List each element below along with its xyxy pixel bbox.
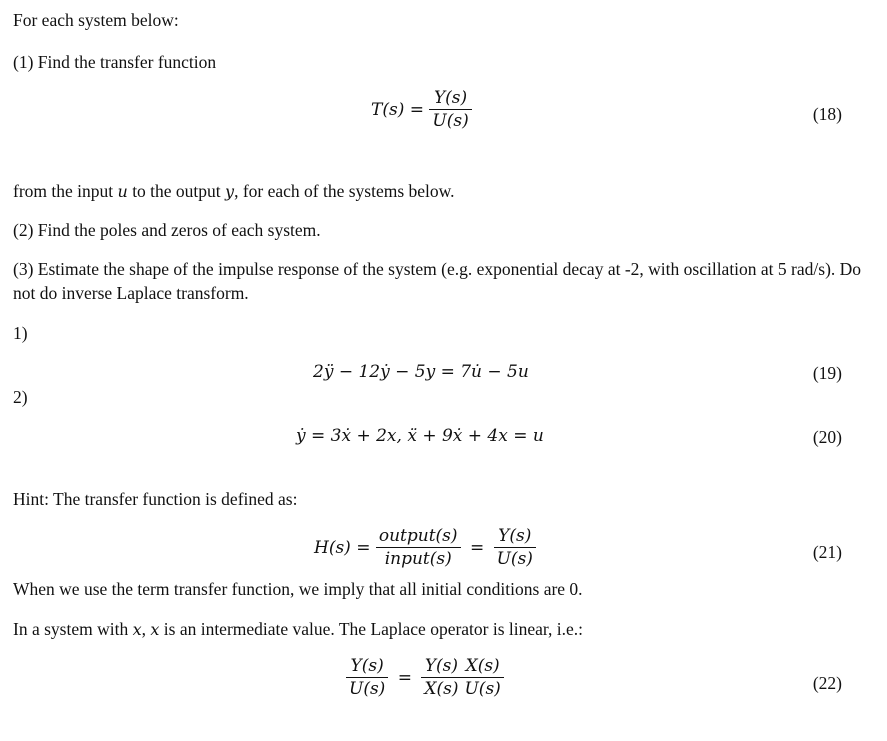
eq21-numerator-1: output(s) bbox=[376, 526, 461, 548]
intermediate-value-text bbox=[13, 618, 583, 641]
equation-21 bbox=[314, 526, 536, 569]
eq22-fraction-2 bbox=[421, 656, 461, 699]
eq21-fraction-1 bbox=[376, 526, 461, 569]
var-x-1: x bbox=[132, 620, 142, 639]
equation-18 bbox=[371, 88, 472, 131]
eq18-numerator: Y(s) bbox=[429, 88, 471, 110]
var-x-2: x bbox=[150, 620, 160, 639]
equation-number-18: (18) bbox=[812, 104, 842, 124]
eq22-numerator-1: Y(s) bbox=[346, 656, 388, 678]
eq22-denominator-1: U(s) bbox=[349, 679, 386, 699]
equation-number-22: (22) bbox=[812, 673, 842, 693]
from-suffix: , for each of the systems below. bbox=[234, 181, 455, 201]
from-mid: to the output bbox=[127, 181, 226, 201]
step-3-text: (3) Estimate the shape of the impulse response of the system (e.g. exponential decay at -2, with oscillation at 5 rad/s). Do not do inverse Laplace transform. bbox=[13, 259, 862, 303]
hint-text: Hint: The transfer function is defined as: bbox=[13, 489, 298, 509]
eq21-denominator-1: input(s) bbox=[384, 549, 452, 569]
equation-number-21: (21) bbox=[812, 542, 842, 562]
eq22-fraction-3 bbox=[461, 656, 503, 699]
eq18-denominator: U(s) bbox=[432, 111, 469, 131]
equation-22 bbox=[346, 656, 504, 699]
step-2-text: (2) Find the poles and zeros of each system. bbox=[13, 220, 321, 240]
equation-number-20: (20) bbox=[812, 427, 842, 447]
eq22-equals: = bbox=[397, 667, 412, 688]
inter-suffix: is an intermediate value. The Laplace operator is linear, i.e.: bbox=[159, 619, 584, 639]
eq22-denominator-3: U(s) bbox=[464, 679, 501, 699]
var-u: u bbox=[117, 182, 128, 201]
var-y: y bbox=[225, 182, 235, 201]
eq21-numerator-2: Y(s) bbox=[494, 526, 536, 548]
eq21-equals: = bbox=[469, 537, 485, 558]
eq21-denominator-2: U(s) bbox=[496, 549, 533, 569]
eq22-denominator-2: X(s) bbox=[424, 679, 459, 699]
system-1-label: 1) bbox=[13, 323, 28, 343]
step-1-text: (1) Find the transfer function bbox=[13, 52, 217, 72]
eq18-lhs: T(s) = bbox=[371, 99, 424, 120]
from-input-text bbox=[13, 180, 455, 203]
eq21-fraction-2 bbox=[494, 526, 536, 569]
equation-number-19: (19) bbox=[812, 363, 842, 383]
system-2-label: 2) bbox=[13, 387, 28, 407]
inter-prefix: In a system with bbox=[13, 619, 133, 639]
eq18-fraction bbox=[429, 88, 471, 131]
intro-text: For each system below: bbox=[13, 10, 179, 30]
equation-20: ẏ = 3ẋ + 2x, ẍ + 9ẋ + 4x = u bbox=[296, 426, 544, 446]
equation-19: 2ÿ − 12ẏ − 5y = 7u̇ − 5u bbox=[313, 362, 529, 382]
eq22-numerator-2: Y(s) bbox=[421, 656, 461, 678]
eq22-fraction-1 bbox=[346, 656, 388, 699]
inter-sep: , bbox=[141, 619, 151, 639]
eq22-numerator-3: X(s) bbox=[461, 656, 503, 678]
from-prefix: from the input bbox=[13, 181, 118, 201]
initial-conditions-text: When we use the term transfer function, we imply that all initial conditions are 0. bbox=[13, 579, 583, 599]
eq21-lhs: H(s) = bbox=[314, 537, 371, 558]
